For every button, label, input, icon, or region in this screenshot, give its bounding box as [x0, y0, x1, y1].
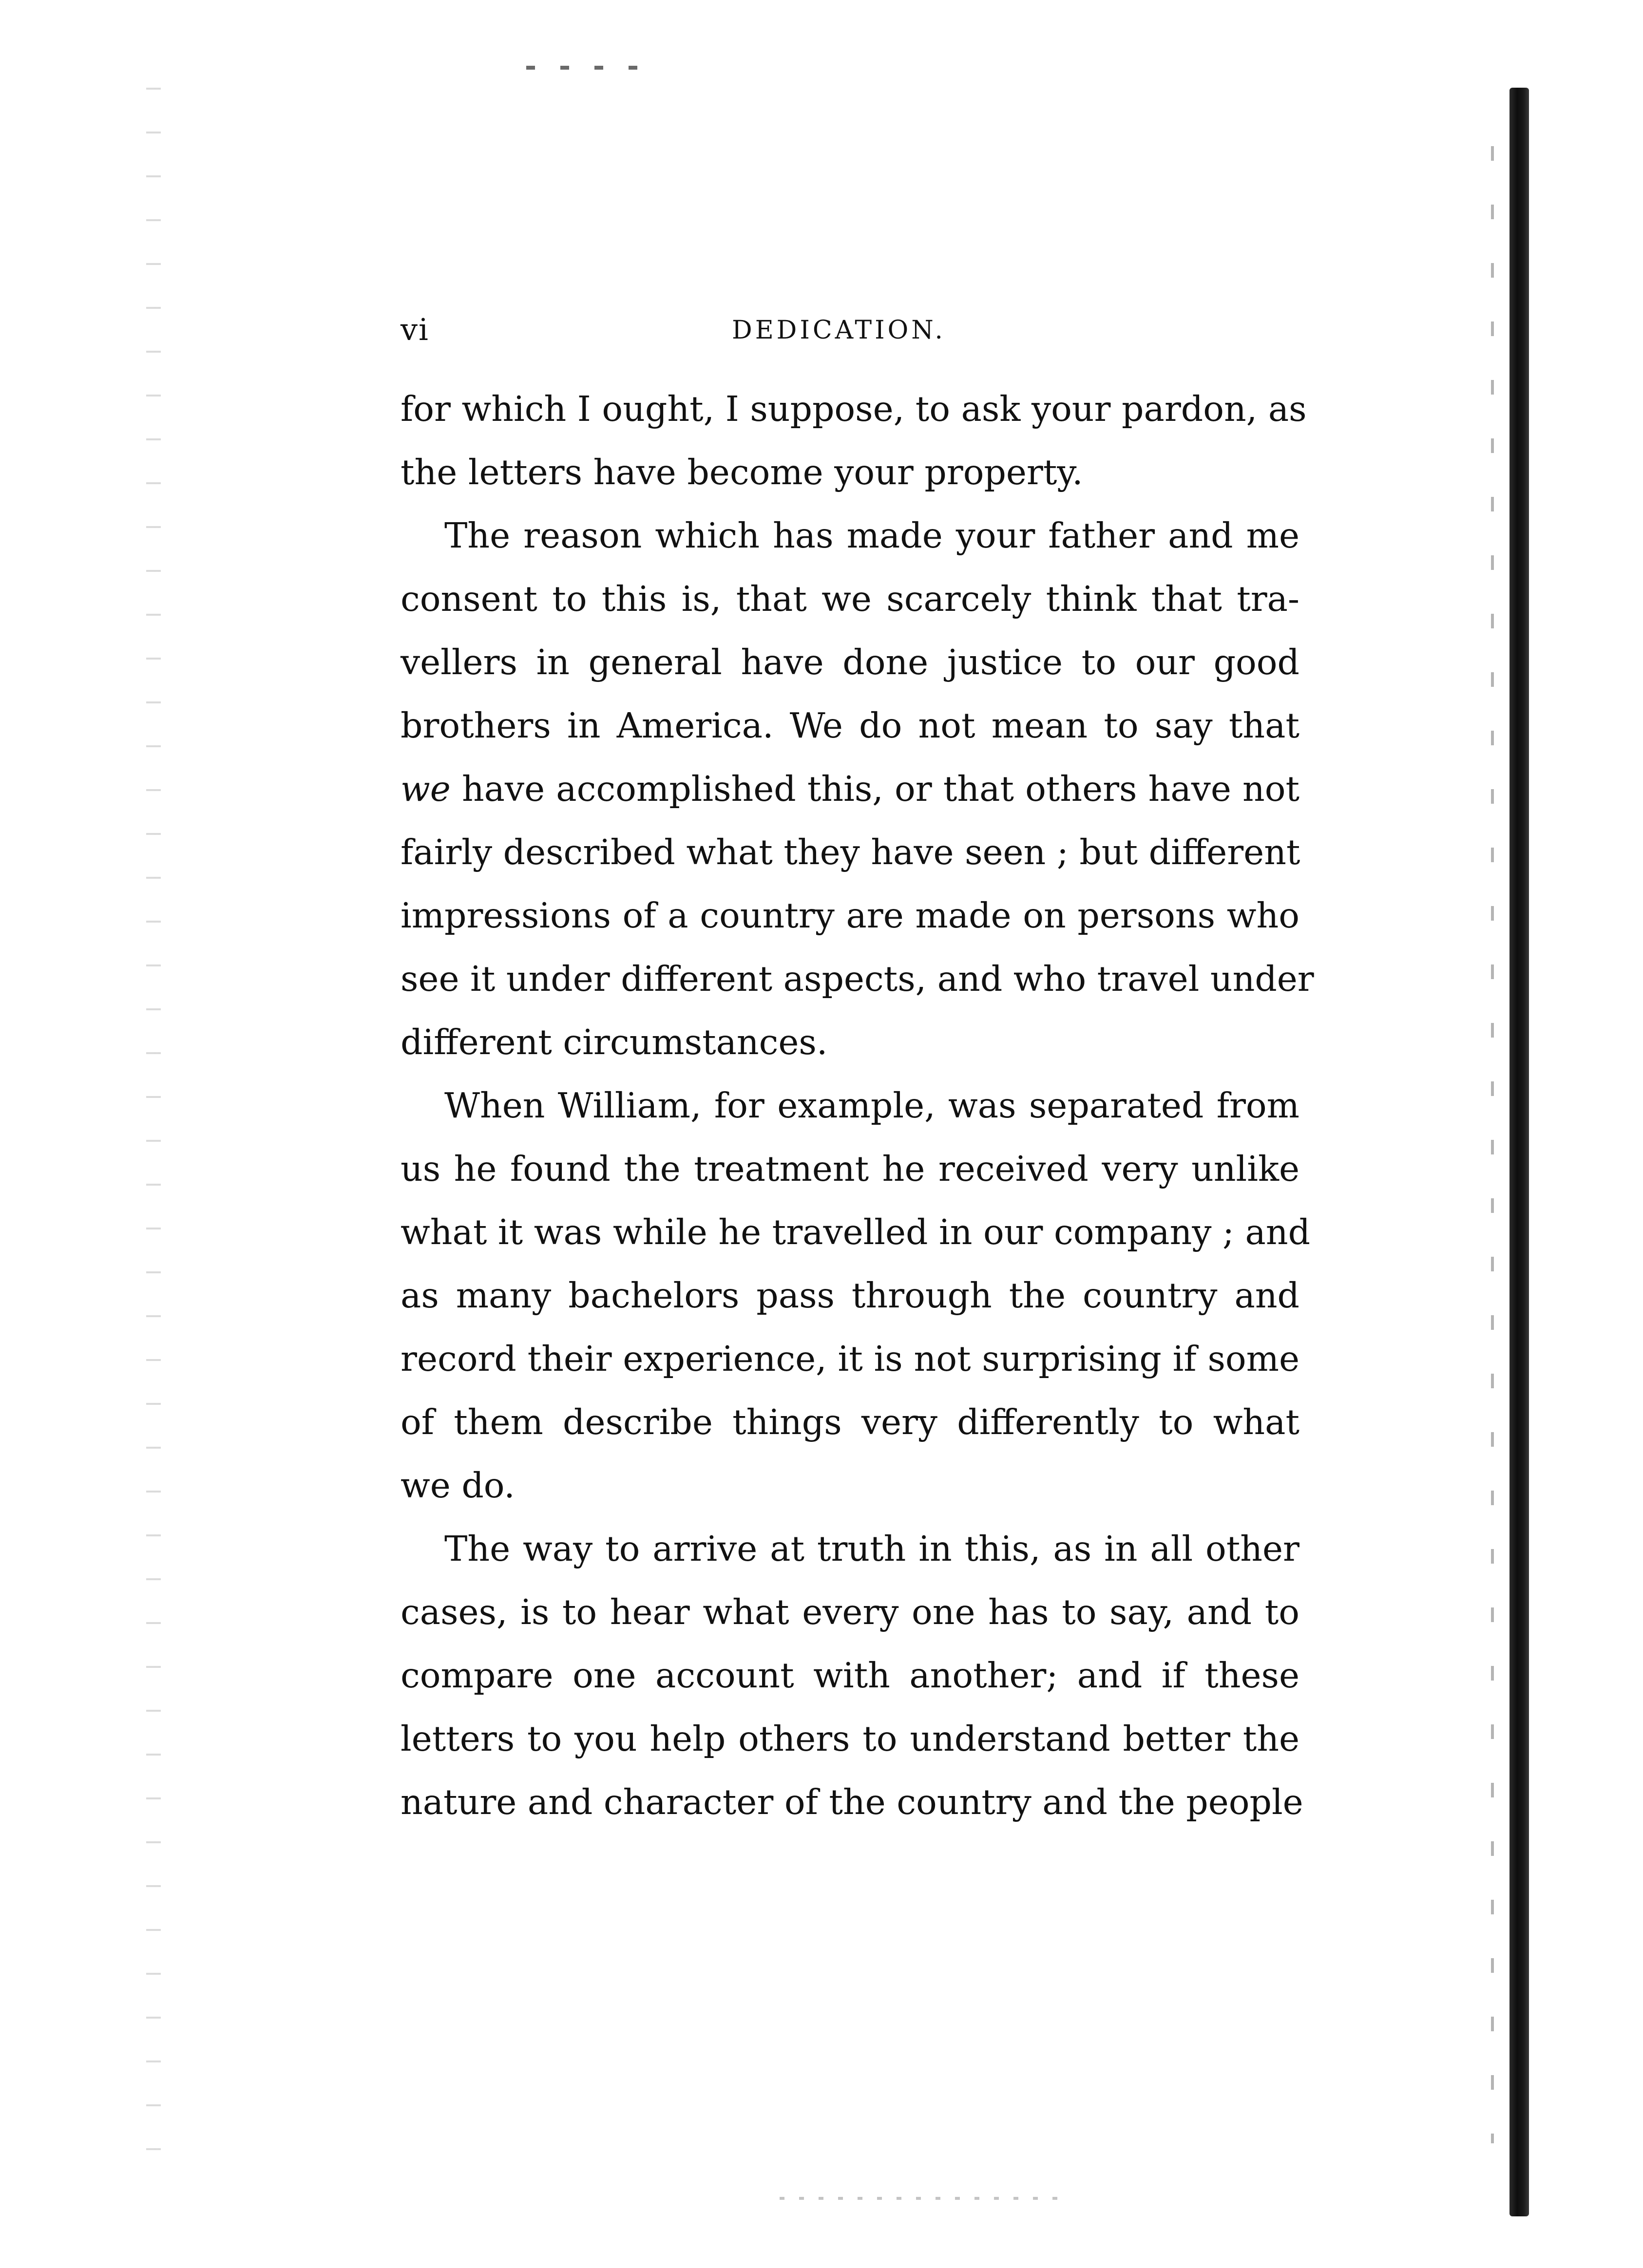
scan-specks-bottom — [780, 2197, 1072, 2200]
page-header — [401, 312, 1299, 356]
body-text — [401, 378, 1314, 1834]
binding-shadow-thin — [1491, 146, 1494, 2143]
emphasis: we — [401, 769, 451, 809]
text-line: what it was while he travelled in our company ; and — [401, 1212, 1311, 1252]
page-number: vi — [401, 312, 429, 347]
text-line: fairly described what they have seen ; but different — [401, 832, 1300, 872]
scan-specks-left — [146, 88, 161, 2182]
text-line: The way to arrive at truth in this, as in all other — [444, 1529, 1299, 1569]
paragraph — [401, 378, 1307, 504]
text-line: The reason which has made your father and me — [444, 515, 1299, 556]
running-head: DEDICATION. — [732, 316, 946, 345]
binding-shadow — [1509, 88, 1529, 2216]
text-line: nature and character of the country and the people — [401, 1782, 1303, 1822]
text-line: see it under different aspects, and who travel under — [401, 959, 1314, 999]
text-line: we do. — [401, 1465, 515, 1506]
text-line: impressions of a country are made on persons who — [401, 895, 1299, 936]
text-line: as many bachelors pass through the country and — [401, 1275, 1299, 1316]
text-line: the letters have become your property. — [401, 452, 1083, 492]
text-line: record their experience, it is not surprising if some — [401, 1339, 1299, 1379]
paragraph — [401, 1074, 1311, 1517]
text-line: cases, is to hear what every one has to say, and to — [401, 1592, 1299, 1632]
text-line: letters to you help others to understand better the — [401, 1719, 1299, 1759]
text-line: for which I ought, I suppose, to ask your pardon, as — [401, 389, 1307, 429]
text-line: brothers in America. We do not mean to say that — [401, 705, 1299, 746]
text-line: us he found the treatment he received very unlike — [401, 1149, 1299, 1189]
paragraph — [401, 1517, 1303, 1834]
text-line: vellers in general have done justice to our good — [401, 642, 1299, 682]
text-line: of them describe things very differently to what — [401, 1402, 1299, 1442]
text-line: different circumstances. — [401, 1022, 828, 1062]
text-line: compare one account with another; and if these — [401, 1655, 1299, 1696]
text-line: When William, for example, was separated from — [444, 1085, 1299, 1126]
text-line-italic-start: we have accomplished this, or that others have not — [401, 769, 1299, 809]
text-line: consent to this is, that we scarcely think that tra- — [401, 579, 1299, 619]
scan-specks-top — [526, 66, 653, 70]
paragraph — [401, 504, 1314, 1074]
